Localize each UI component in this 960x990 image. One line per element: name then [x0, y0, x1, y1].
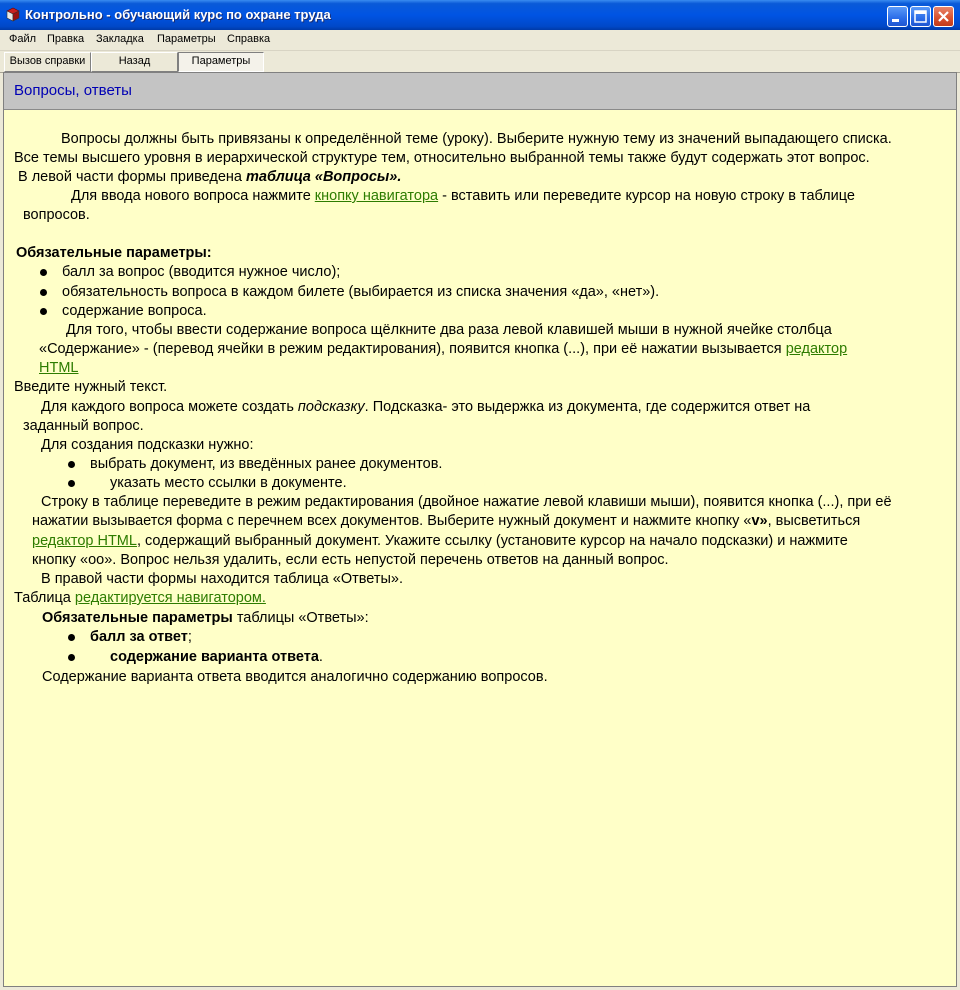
- text-line: [14, 589, 266, 607]
- bullet-icon: [40, 269, 47, 276]
- text-span: содержание варианта ответа: [110, 649, 319, 665]
- text-span: нажатии вызывается форма с перечнем всех документов. Выберите нужный документ и нажмите кнопку «: [32, 513, 752, 529]
- text-span: Для ввода нового вопроса нажмите: [71, 188, 315, 204]
- html-editor-link[interactable]: редактор: [785, 341, 848, 357]
- text-span: Таблица: [14, 590, 75, 606]
- text-span: Для каждого вопроса можете создать: [41, 399, 298, 415]
- text-span: таблицы «Ответы»:: [232, 610, 369, 626]
- menu-bookmark[interactable]: Закладка: [96, 33, 144, 45]
- text-span: , содержащий выбранный документ. Укажите ссылку (установите курсор на начало подсказки) и нажмите: [136, 533, 848, 549]
- text-line: заданный вопрос.: [23, 418, 144, 434]
- text-line: [41, 398, 810, 416]
- page-title: Вопросы, ответы: [14, 82, 132, 99]
- page-header: [4, 73, 956, 110]
- text-line: [39, 359, 78, 377]
- menu-edit[interactable]: Правка: [47, 33, 85, 45]
- html-editor-link[interactable]: редактор HTML: [32, 533, 137, 549]
- list-item: выбрать документ, из введённых ранее документов.: [90, 456, 443, 472]
- minimize-icon: [888, 7, 907, 26]
- text-span: . Подсказка- это выдержка из документа, где содержится ответ на: [364, 399, 811, 415]
- text-span: В левой части формы приведена: [18, 169, 246, 185]
- text-line: Вопросы должны быть привязаны к определённой теме (уроку). Выберите нужную тему из значений выпадающего списка.: [61, 131, 892, 147]
- bullet-icon: [40, 289, 47, 296]
- help-content-pane[interactable]: [3, 72, 957, 987]
- list-item: обязательность вопроса в каждом билете (выбирается из списка значения «да», «нет»).: [62, 284, 660, 300]
- list-item: [90, 628, 192, 646]
- bullet-icon: [68, 480, 75, 487]
- text-line: [39, 340, 847, 358]
- bullet-icon: [40, 308, 47, 315]
- text-span: .: [318, 649, 323, 665]
- list-item: балл за вопрос (вводится нужное число);: [62, 264, 341, 280]
- text-line: вопросов.: [23, 207, 90, 223]
- text-line: [18, 168, 401, 186]
- list-item: содержание вопроса.: [62, 303, 207, 319]
- parameters-button[interactable]: Параметры: [178, 52, 264, 72]
- text-line: [42, 609, 369, 627]
- questions-table-ref: таблица «Вопросы».: [246, 169, 402, 185]
- text-span: «Содержание» - (перевод ячейки в режим редактирования), появится кнопка (...), при её нажатии вызывается: [39, 341, 786, 357]
- navigator-button-link[interactable]: кнопку навигатора: [314, 188, 439, 204]
- maximize-button[interactable]: [910, 6, 931, 27]
- required-params-title: Обязательные параметры:: [16, 245, 212, 261]
- text-span: v»: [751, 513, 768, 529]
- text-line: Содержание варианта ответа вводится аналогично содержанию вопросов.: [42, 669, 548, 685]
- menu-help[interactable]: Справка: [227, 33, 271, 45]
- text-line: Для того, чтобы ввести содержание вопроса щёлкните два раза левой клавишей мыши в нужной ячейке столбца: [66, 322, 832, 338]
- text-span: - вставить или переведите курсор на новую строку в таблице: [438, 188, 855, 204]
- bullet-icon: [68, 634, 75, 641]
- help-call-button[interactable]: Вызов справки: [4, 52, 91, 72]
- title-bar[interactable]: [0, 0, 960, 30]
- bullet-icon: [68, 461, 75, 468]
- text-line: Строку в таблице переведите в режим редактирования (двойное нажатие левой клавиши мыши), появится кнопка (...), при её: [41, 494, 892, 510]
- menu-bar: [0, 30, 960, 51]
- text-line: Для создания подсказки нужно:: [41, 437, 254, 453]
- bullet-icon: [68, 654, 75, 661]
- text-span: подсказку: [297, 399, 365, 415]
- list-item: указать место ссылки в документе.: [110, 475, 347, 491]
- maximize-icon: [911, 7, 930, 26]
- text-line: Введите нужный текст.: [14, 379, 168, 395]
- text-span: балл за ответ: [90, 629, 188, 645]
- text-span: ;: [187, 629, 192, 645]
- window-title: Контрольно - обучающий курс по охране труда: [25, 7, 331, 22]
- list-item: [110, 648, 323, 666]
- toolbar: [0, 51, 960, 73]
- minimize-button[interactable]: [887, 6, 908, 27]
- close-button[interactable]: [933, 6, 954, 27]
- text-span: , высветиться: [767, 513, 861, 529]
- html-editor-link[interactable]: HTML: [39, 360, 79, 376]
- menu-file[interactable]: Файл: [9, 33, 37, 45]
- text-line: кнопку «oo». Вопрос нельзя удалить, если есть непустой перечень ответов на данный вопрос.: [32, 552, 669, 568]
- book-icon: [5, 7, 21, 23]
- text-span: Обязательные параметры: [42, 610, 233, 626]
- navigator-edit-link[interactable]: редактируется навигатором.: [74, 590, 266, 606]
- text-line: Все темы высшего уровня в иерархической структуре тем, относительно выбранной темы также будут содержать этот вопрос.: [14, 150, 870, 166]
- text-line: В правой части формы находится таблица «Ответы».: [41, 571, 404, 587]
- text-line: [32, 512, 860, 530]
- text-line: [32, 532, 848, 550]
- back-button[interactable]: Назад: [91, 52, 178, 72]
- text-line: [71, 187, 855, 205]
- menu-parameters[interactable]: Параметры: [157, 33, 216, 45]
- close-icon: [934, 7, 953, 26]
